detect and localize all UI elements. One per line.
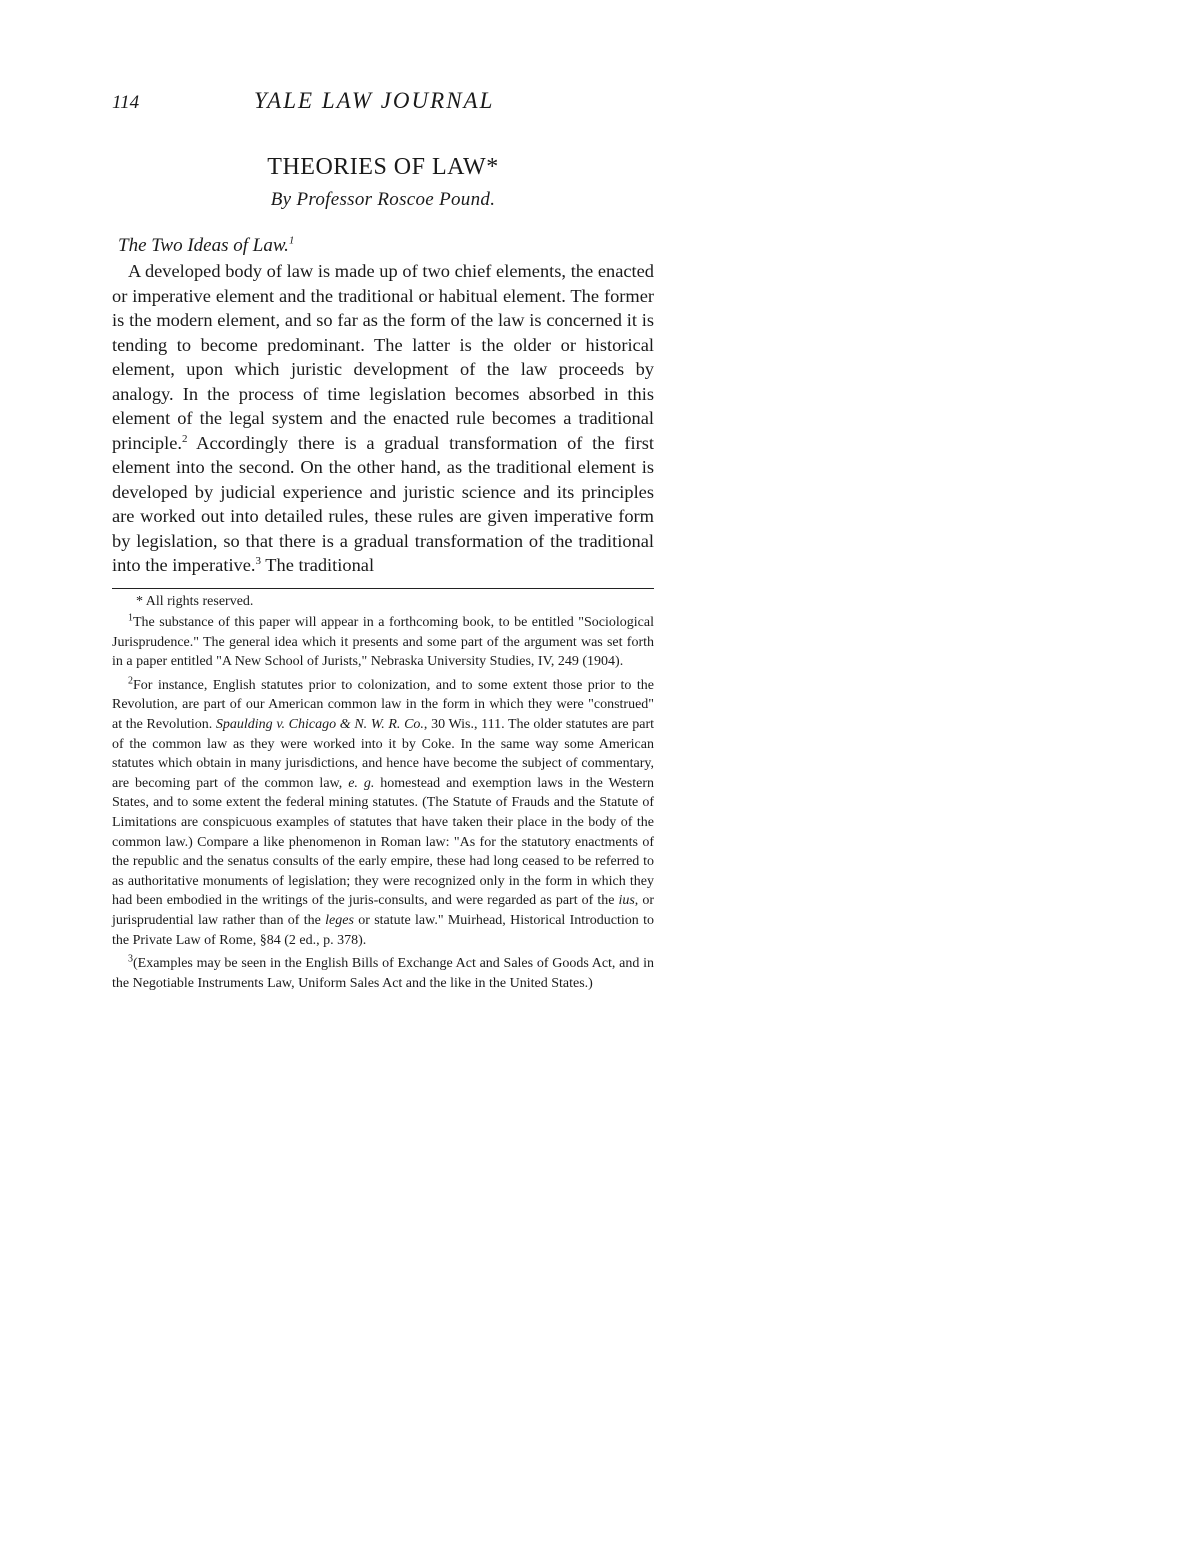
- footnote-1: [112, 613, 654, 672]
- footnote-3-text: (Examples may be seen in the English Bills of Exchange Act and Sales of Goods Act, and in the Negotiable Instruments Law, Uniform Sales Act and the like in the United States.): [112, 956, 654, 991]
- footnote-ref-1: 1: [288, 234, 295, 247]
- footnote-1-text: The substance of this paper will appear in a forthcoming book, to be entitled "Sociological Jurisprudence." The general idea which it presents and some part of the argument was set forth in a paper entitled "A New School of Jurists," Nebraska University Studies, IV, 249 (1904).: [112, 615, 654, 670]
- body-paragraph: [112, 259, 654, 578]
- article-title: THEORIES OF LAW*: [267, 154, 499, 180]
- footnote-1-mark: 1: [128, 612, 133, 624]
- footnote-2-eg: e. g.: [348, 775, 375, 791]
- document-page: [112, 88, 654, 997]
- article-byline: By Professor Roscoe Pound.: [270, 189, 496, 210]
- journal-title: YALE LAW JOURNAL: [254, 88, 495, 113]
- footnote-2-text-b: , 30 Wis., 111. The older statutes are part of the common law as they were worked into it by Coke. In the same way some American statutes which obtain in many jurisdictions, and hence have become the subject of commentary, are becoming part of the common law,: [112, 717, 654, 791]
- body-text-part-1: A developed body of law is made up of two chief elements, the enacted or imperative element and the traditional or habitual element. The former is the modern element, and so far as the form of the law is concerned it is tending to become predominant. The latter is the older or historical element, upon which juristic development of the law proceeds by analogy. In the process of time legislation becomes absorbed in this element of the legal system and the enacted rule becomes a traditional principle.: [112, 261, 654, 453]
- footnote-2-leges: leges: [325, 913, 354, 928]
- section-heading: [118, 235, 654, 257]
- footnote-2: [112, 676, 654, 950]
- footnote-2-mark: 2: [128, 675, 133, 687]
- footnote-2-text-a: For instance, English statutes prior to colonization, and to some extent those prior to the Revolution, are part of our American common law in the form in which they were "construed" at the Revolution.: [112, 677, 654, 733]
- running-head: [112, 88, 654, 118]
- footnote-2-text-d: , or jurisprudential law rather than of the: [112, 893, 654, 928]
- section-heading-text: The Two Ideas of Law.: [118, 235, 289, 256]
- footnotes: [112, 592, 654, 994]
- footnote-3-mark: 3: [128, 953, 133, 965]
- footnote-copyright: * All rights reserved.: [136, 593, 254, 609]
- page-number: 114: [112, 92, 140, 113]
- footnote-divider: [112, 588, 654, 589]
- footnote-ref-3: 3: [255, 554, 262, 567]
- footnote-2-ius: ius: [618, 893, 635, 909]
- footnote-2-text-c: homestead and exemption laws in the Western States, and to some extent the federal mining statutes. (The Statute of Frauds and the Statute of Limitations are conspicuous examples of statutes that have taken their place in the body of the common law.) Compare a like phenomenon in Roman law: "As for the statutory enactments of the republic and the senatus consults of the early empire, these had long ceased to be referred to as authoritative monuments of legislation; they were recognized only in the form in which they had been embodied in the writings of the juris-consults, and were regarded as part of the: [112, 775, 654, 909]
- footnote-3: [112, 954, 654, 993]
- footnote-ref-2: 2: [181, 432, 188, 445]
- footnote-2-text-e: or statute law." Muirhead, Historical Introduction to the Private Law of Rome, §84 (2 ed., p. 378).: [112, 913, 654, 948]
- body-text-part-3: The traditional: [261, 555, 375, 575]
- body-text-part-2: Accordingly there is a gradual transformation of the first element into the second. On the other hand, as the traditional element is developed by judicial experience and juristic science and its principles are worked out into detailed rules, these rules are given imperative form by legislation, so that there is a gradual transformation of the traditional into the imperative.: [112, 432, 654, 575]
- footnote-2-case-name: Spaulding v. Chicago & N. W. R. Co.: [215, 717, 424, 733]
